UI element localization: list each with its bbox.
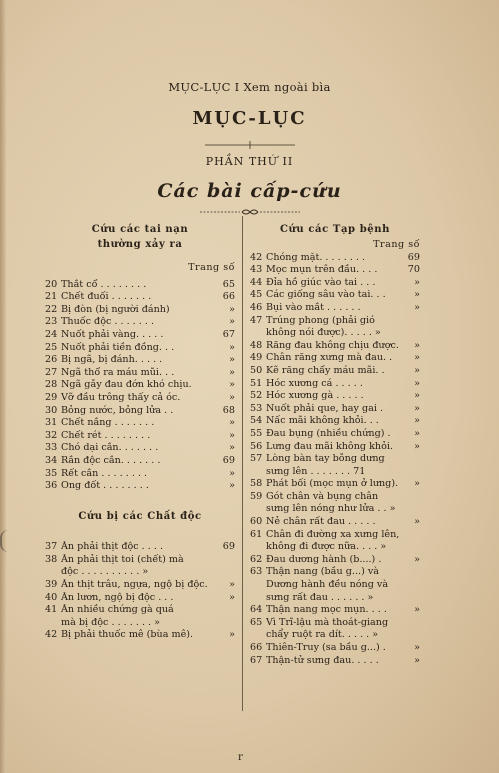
toc-entry: [45, 554, 235, 567]
entry-number: 53: [250, 402, 263, 414]
entry-number: 34: [45, 454, 58, 466]
entry-number: 66: [250, 642, 263, 653]
entry-page: »: [414, 339, 420, 351]
entry-title: Nuốt phải que, hay gai .: [266, 402, 383, 414]
entry-number: 39: [45, 579, 58, 591]
entry-page: »: [414, 440, 420, 452]
entry-page: »: [229, 379, 235, 391]
toc-entry: [45, 279, 235, 292]
entry-title: Hóc xương cá . . . . .: [266, 377, 363, 389]
entry-page: 69: [407, 251, 420, 263]
entry-continuation: không đi được nữa. . . . »: [266, 541, 387, 553]
entry-page: »: [414, 276, 420, 288]
toc-entry: [45, 367, 235, 380]
entry-number: 50: [250, 364, 263, 376]
entry-page: »: [229, 303, 235, 315]
toc-entry: [250, 403, 420, 416]
toc-entry: [45, 405, 235, 418]
entry-number: 60: [250, 516, 263, 528]
toc-entry: [45, 592, 235, 605]
entry-page: [404, 315, 420, 328]
toc-entry: [250, 554, 420, 567]
left-entry-list-2: [45, 541, 235, 642]
entry-page: 68: [222, 404, 235, 416]
entry-continuation: sưng rất đau . . . . . . »: [266, 591, 374, 603]
entry-title: Vỡ đầu trông thấy cả óc.: [61, 391, 181, 403]
entry-page: »: [229, 429, 235, 441]
entry-title: Kẽ răng chẩy máu mãi. .: [266, 364, 385, 376]
entry-page: [404, 617, 420, 630]
entry-number: 23: [45, 316, 58, 328]
entry-number: 30: [45, 404, 58, 416]
entry-title: Thuốc độc . . . . . . .: [61, 316, 155, 328]
left-entry-list: [45, 279, 235, 493]
toc-entry: [250, 415, 420, 428]
entry-title: Chân răng xưng mà đau. .: [266, 352, 393, 364]
entry-title: Thận-tử sưng đau. . . . .: [266, 654, 379, 666]
entry-title: Nuốt phải vàng. . . . .: [61, 328, 164, 340]
entry-number: 58: [250, 478, 263, 490]
toc-entry: [45, 329, 235, 342]
margin-mark: [0, 530, 16, 552]
entry-number: 24: [45, 328, 58, 340]
entry-page: 67: [222, 328, 235, 340]
left-column: [45, 222, 235, 642]
entry-number: 20: [45, 278, 58, 290]
toc-entry: [45, 379, 235, 392]
right-entry-list: [250, 252, 420, 668]
entry-title: Lưng đau mãi không khỏi.: [266, 440, 393, 452]
entry-title: Gót chân và bụng chân: [266, 490, 379, 502]
toc-entry: [250, 365, 420, 378]
entry-title: Ăn thịt trâu, ngựa, ngộ bị độc.: [61, 579, 208, 591]
toc-entry: [45, 480, 235, 493]
entry-title: Ong đốt . . . . . . . .: [61, 480, 149, 492]
section-ornament: [200, 207, 300, 217]
toc-entry: [250, 441, 420, 454]
entry-page: »: [414, 415, 420, 427]
entry-number: 47: [250, 314, 263, 326]
toc-entry: [250, 264, 420, 277]
entry-number: 42: [250, 251, 263, 263]
entry-title: Bị ngã, bị đánh. . . . .: [61, 354, 163, 366]
right-column: [250, 222, 420, 667]
entry-page: »: [414, 301, 420, 313]
entry-number: 61: [250, 528, 263, 540]
left-heading2: Cứu bị các Chất độc: [78, 510, 202, 522]
toc-entry: [45, 354, 235, 367]
entry-page: »: [229, 417, 235, 429]
entry-number: 32: [45, 429, 58, 441]
entry-number: 21: [45, 291, 58, 303]
toc-entry: [250, 340, 420, 353]
entry-number: 29: [45, 391, 58, 403]
entry-number: 36: [45, 480, 58, 492]
toc-entry: [45, 442, 235, 455]
left-heading-line2: thường xảy ra: [97, 239, 183, 250]
toc-entry: [45, 392, 235, 405]
toc-entry: [250, 315, 420, 328]
entry-page: 66: [222, 291, 235, 303]
entry-continuation: độc . . . . . . . . . . »: [61, 566, 149, 578]
entry-title: Đau dương hành (b....) .: [266, 553, 382, 565]
main-title: MỤC-LỤC: [192, 108, 307, 129]
entry-title: Chóng mặt. . . . . . . .: [266, 251, 366, 263]
entry-title: Ngã thổ ra máu mũi. . .: [61, 366, 175, 378]
entry-page: »: [229, 316, 235, 328]
entry-title: Vì Trĩ-lậu mà thoát-giang: [266, 616, 389, 628]
entry-title: Mọc mụn trên đầu. . . .: [266, 264, 378, 276]
entry-number: 41: [45, 604, 58, 616]
entry-number: 56: [250, 440, 263, 452]
entry-page: »: [229, 467, 235, 479]
entry-page: »: [414, 642, 420, 653]
toc-entry: [250, 428, 420, 441]
entry-title: Thiên-Truy (sa bầu g...) .: [266, 642, 386, 653]
toc-entry: [45, 316, 235, 329]
entry-number: 33: [45, 442, 58, 454]
entry-number: 31: [45, 417, 58, 429]
entry-title: Các giống sâu vào tai. . .: [266, 289, 386, 301]
footer-mark: r: [238, 752, 243, 763]
entry-continuation: mà bị độc . . . . . . . »: [61, 616, 161, 628]
toc-entry: [250, 617, 420, 630]
entry-page: »: [229, 341, 235, 353]
right-page-label: Trang số: [373, 239, 420, 250]
entry-number: 67: [250, 654, 263, 666]
entry-page: »: [414, 402, 420, 414]
entry-title: Rắn độc cắn. . . . . . .: [61, 454, 161, 466]
entry-page: »: [414, 604, 420, 616]
entry-title: Bị phải thuốc mê (bùa mê).: [61, 629, 194, 641]
entry-title: Bị đòn (bị người đánh): [61, 303, 170, 315]
toc-entry: [45, 342, 235, 355]
entry-page: »: [229, 480, 235, 492]
toc-entry: [45, 304, 235, 317]
entry-title: Chó dại cắn. . . . . . .: [61, 442, 159, 454]
toc-entry: [250, 516, 420, 529]
entry-page: »: [414, 516, 420, 528]
entry-page: [404, 566, 420, 579]
entry-title: Răng đau không chịu được.: [266, 339, 399, 351]
entry-number: 40: [45, 591, 58, 603]
toc-entry: [250, 453, 420, 466]
entry-continuation: không nói được). . . . . »: [266, 327, 381, 339]
toc-entry: [45, 604, 235, 617]
entry-number: 62: [250, 553, 263, 565]
column-divider: [242, 216, 243, 711]
entry-title: Chết nắng . . . . . . .: [61, 417, 155, 429]
toc-entry: [250, 529, 420, 542]
entry-page: [404, 453, 420, 466]
entry-page: [404, 491, 420, 504]
entry-title: Bỏng nước, bỏng lửa . .: [61, 404, 174, 416]
entry-number: 48: [250, 339, 263, 351]
entry-number: 43: [250, 264, 263, 276]
entry-page: 69: [222, 541, 235, 553]
entry-number: 45: [250, 289, 263, 301]
section-title: Các bài cấp-cứu: [157, 180, 342, 202]
entry-number: 52: [250, 390, 263, 402]
right-heading: Cứu các Tạp bệnh: [279, 224, 390, 235]
entry-number: 44: [250, 276, 263, 288]
toc-entry: [45, 541, 235, 554]
toc-entry: [45, 455, 235, 468]
entry-title: Ăn phải thịt độc . . . .: [61, 541, 164, 553]
entry-page: »: [414, 377, 420, 389]
entry-title: Lòng bàn tay bỗng dưng: [266, 453, 385, 465]
entry-title: Đau bụng (nhiều chứng) .: [266, 427, 391, 439]
entry-page: »: [229, 591, 235, 603]
entry-number: 28: [45, 379, 58, 391]
entry-number: 38: [45, 553, 58, 565]
entry-continuation: sưng lên nóng như lửa . . »: [266, 503, 396, 515]
toc-entry: [250, 491, 420, 504]
entry-page: »: [414, 553, 420, 565]
toc-entry: [45, 468, 235, 481]
entry-number: 46: [250, 301, 263, 313]
entry-title: Ăn nhiều chứng gà quá: [61, 604, 174, 616]
entry-title: Đỉa hồ giúc vào tai . . .: [266, 276, 376, 288]
entry-title: Chết rét . . . . . . . .: [61, 429, 151, 441]
entry-number: 54: [250, 415, 263, 427]
entry-number: 22: [45, 303, 58, 315]
toc-entry: [45, 417, 235, 430]
entry-number: 64: [250, 604, 263, 616]
entry-page: »: [414, 364, 420, 376]
entry-number: 57: [250, 453, 263, 465]
entry-page: »: [229, 629, 235, 641]
entry-number: 55: [250, 427, 263, 439]
entry-page: 65: [222, 278, 235, 290]
entry-page: [219, 554, 235, 567]
entry-page: [219, 604, 235, 617]
entry-page: [404, 529, 420, 542]
toc-entry: [250, 277, 420, 290]
entry-page: 70: [407, 264, 420, 276]
entry-title: Trúng phong (phải gió: [266, 314, 375, 326]
left-page-label: Trang số: [188, 262, 235, 273]
entry-title: Nẻ chân rất đau . . . . .: [266, 516, 376, 528]
entry-page: »: [229, 442, 235, 454]
entry-number: 51: [250, 377, 263, 389]
entry-page: 69: [222, 454, 235, 466]
entry-page: »: [414, 478, 420, 490]
entry-page: »: [414, 390, 420, 402]
toc-entry: [250, 302, 420, 315]
toc-entry: [250, 642, 420, 655]
toc-entry: [45, 291, 235, 304]
toc-entry: [250, 478, 420, 491]
toc-entry: [250, 252, 420, 265]
entry-continuation: Dương hành đều nóng và: [266, 579, 389, 591]
entry-title: Thắt cổ . . . . . . . .: [61, 278, 147, 290]
entry-number: 37: [45, 541, 58, 553]
entry-title: Chết đuối . . . . . . .: [61, 291, 152, 303]
entry-title: Ăn phải thịt toi (chết) mà: [61, 553, 184, 565]
entry-continuation: sưng lên . . . . . . . 71: [266, 465, 366, 477]
entry-number: 65: [250, 616, 263, 628]
entry-number: 49: [250, 352, 263, 364]
entry-title: Thận nang (bầu g...) và: [266, 566, 380, 578]
toc-entry: [45, 629, 235, 642]
entry-number: 27: [45, 366, 58, 378]
entry-title: Ăn lươn, ngộ bị độc . . .: [61, 591, 174, 603]
toc-entry: [250, 604, 420, 617]
part-heading: PHẦN THỨ II: [205, 155, 294, 168]
entry-page: »: [414, 654, 420, 666]
entry-title: Hóc xương gà . . . . .: [266, 390, 364, 402]
toc-entry: [250, 378, 420, 391]
entry-title: Rết cắn . . . . . . . .: [61, 467, 148, 479]
entry-title: Thận nang mọc mụn. . . .: [266, 604, 387, 616]
toc-entry: [45, 579, 235, 592]
title-ornament: [205, 140, 295, 150]
entry-continuation: chẩy ruột ra dít. . . . . »: [266, 629, 379, 641]
entry-number: 42: [45, 629, 58, 641]
entry-title: Nuốt phải tiền đồng. . .: [61, 341, 175, 353]
entry-number: 63: [250, 566, 263, 578]
entry-title: Phát bối (mọc mụn ở lưng).: [266, 478, 399, 490]
entry-page: »: [229, 579, 235, 591]
entry-page: »: [414, 352, 420, 364]
entry-number: 26: [45, 354, 58, 366]
entry-page: »: [229, 354, 235, 366]
entry-title: Bụi vào mắt . . . . . .: [266, 301, 361, 313]
toc-entry: [250, 352, 420, 365]
header-small-title: MỤC-LỤC I Xem ngoài bìa: [168, 80, 331, 94]
entry-page: »: [229, 366, 235, 378]
left-heading-line1: Cứu các tai nạn: [91, 224, 189, 235]
toc-entry: [250, 289, 420, 302]
entry-number: 59: [250, 490, 263, 502]
entry-title: Nấc mãi không khỏi. . .: [266, 415, 379, 427]
entry-title: Chân đi đường xa xưng lên,: [266, 528, 400, 540]
entry-number: 35: [45, 467, 58, 479]
toc-entry: [45, 430, 235, 443]
toc-entry: [250, 390, 420, 403]
entry-page: »: [414, 427, 420, 439]
entry-number: 25: [45, 341, 58, 353]
entry-page: »: [229, 391, 235, 403]
entry-page: »: [414, 289, 420, 301]
entry-title: Ngã gẫy đau đớn khó chịu.: [61, 379, 192, 391]
toc-entry: [250, 566, 420, 579]
toc-entry: [250, 655, 420, 668]
